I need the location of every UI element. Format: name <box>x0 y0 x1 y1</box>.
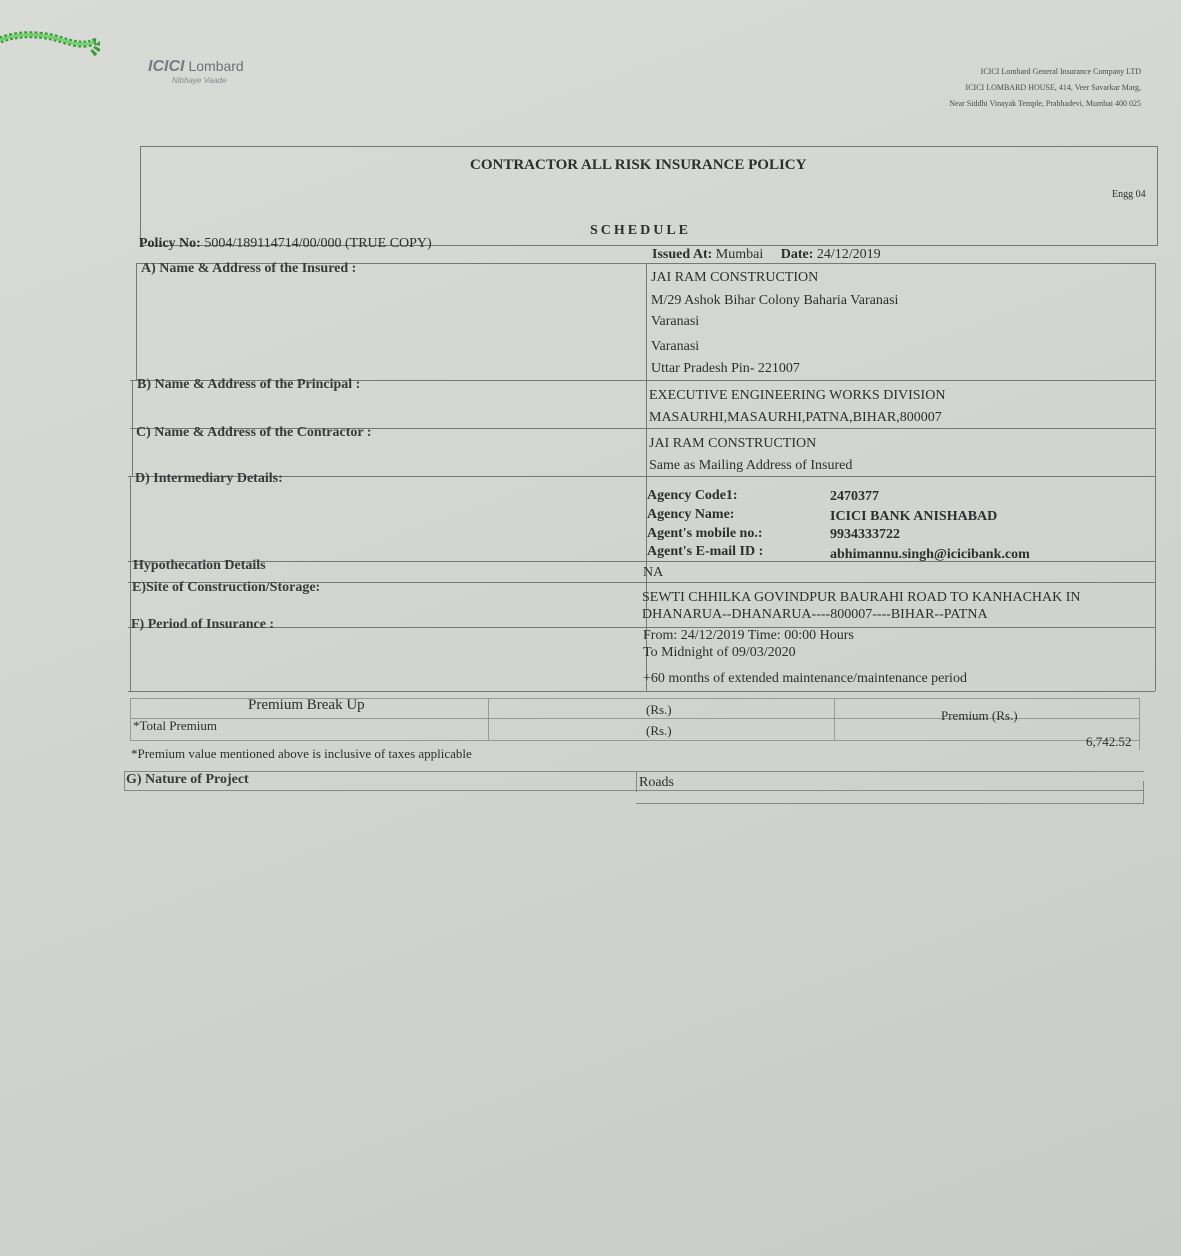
policy-number-label: Policy No: <box>139 236 201 251</box>
contractor-label: C) Name & Address of the Contractor : <box>136 425 372 440</box>
agency-code-value: 2470377 <box>830 489 879 504</box>
premium-breakup-header: Premium Break Up <box>248 697 365 713</box>
agent-mobile-value: 9934333722 <box>830 527 900 542</box>
logo-lombard: Lombard <box>188 58 244 74</box>
company-line: ICICI LOMBARD HOUSE, 414, Veer Savarkar Marg, <box>965 83 1141 92</box>
insured-line: Uttar Pradesh Pin- 221007 <box>651 361 800 376</box>
contractor-line: Same as Mailing Address of Insured <box>649 458 853 473</box>
contractor-line: JAI RAM CONSTRUCTION <box>649 436 817 451</box>
agency-code-label: Agency Code1: <box>647 488 738 503</box>
site-line: SEWTI CHHILKA GOVINDPUR BAURAHI ROAD TO KANHACHAK IN <box>642 590 1081 605</box>
insured-line: Varanasi <box>651 314 700 329</box>
nature-value: Roads <box>639 775 674 790</box>
total-premium-rs: (Rs.) <box>646 723 672 738</box>
site-line: DHANARUA--DHANARUA----800007----BIHAR--PATNA <box>642 607 988 622</box>
agent-email-value: abhimannu.singh@icicibank.com <box>830 547 1030 562</box>
company-logo <box>148 58 348 88</box>
total-premium-label: *Total Premium <box>133 718 217 733</box>
policy-title: CONTRACTOR ALL RISK INSURANCE POLICY <box>470 157 807 173</box>
policy-number-row <box>139 236 432 252</box>
premium-rs-header: (Rs.) <box>646 702 672 717</box>
date-label: Date: <box>780 247 814 262</box>
agency-name-value: ICICI BANK ANISHABAD <box>830 509 998 524</box>
hypothecation-value: NA <box>643 565 664 580</box>
agency-name-label: Agency Name: <box>647 507 735 522</box>
schedule-heading: SCHEDULE <box>590 223 692 238</box>
logo-tagline: Nibhaye Vaade <box>172 76 227 85</box>
insured-line: Varanasi <box>651 339 700 354</box>
insured-line: M/29 Ashok Bihar Colony Baharia Varanasi <box>651 293 899 308</box>
premium-amount-header: Premium (Rs.) <box>941 708 1018 723</box>
intermediary-label: D) Intermediary Details: <box>135 471 283 486</box>
policy-number: 5004/189114714/00/000 (TRUE COPY) <box>204 236 432 251</box>
issued-label: Issued At: <box>652 247 713 262</box>
agent-mobile-label: Agent's mobile no.: <box>647 526 763 541</box>
principal-label: B) Name & Address of the Principal : <box>137 377 361 392</box>
agent-email-label: Agent's E-mail ID : <box>647 544 764 559</box>
issued-row <box>652 247 881 263</box>
form-code: Engg 04 <box>1112 189 1146 200</box>
total-premium-value: 6,742.52 <box>1086 734 1132 749</box>
principal-line: EXECUTIVE ENGINEERING WORKS DIVISION <box>649 388 946 403</box>
period-label: F) Period of Insurance : <box>131 617 275 632</box>
company-line: ICICI Lombard General Insurance Company LTD <box>980 67 1141 76</box>
issue-date: 24/12/2019 <box>816 247 881 262</box>
nature-label: G) Nature of Project <box>126 772 249 787</box>
insured-label: A) Name & Address of the Insured : <box>141 261 357 276</box>
period-line: To Midnight of 09/03/2020 <box>643 645 796 660</box>
logo-brand: ICICI <box>148 58 185 75</box>
insured-line: JAI RAM CONSTRUCTION <box>651 270 819 285</box>
company-address <box>781 64 1141 112</box>
period-line: From: 24/12/2019 Time: 00:00 Hours <box>643 628 854 643</box>
period-line: +60 months of extended maintenance/maintenance period <box>643 671 967 686</box>
hypothecation-label: Hypothecation Details <box>133 558 266 573</box>
issued-at: Mumbai <box>715 247 764 262</box>
company-line: Near Siddhi Vinayak Temple, Prabhadevi, Mumbai 400 025 <box>949 99 1141 108</box>
premium-note: *Premium value mentioned above is inclusive of taxes applicable <box>131 746 472 761</box>
site-label: E)Site of Construction/Storage: <box>132 580 321 595</box>
green-thread-decoration <box>0 26 100 60</box>
principal-line: MASAURHI,MASAURHI,PATNA,BIHAR,800007 <box>649 410 942 425</box>
